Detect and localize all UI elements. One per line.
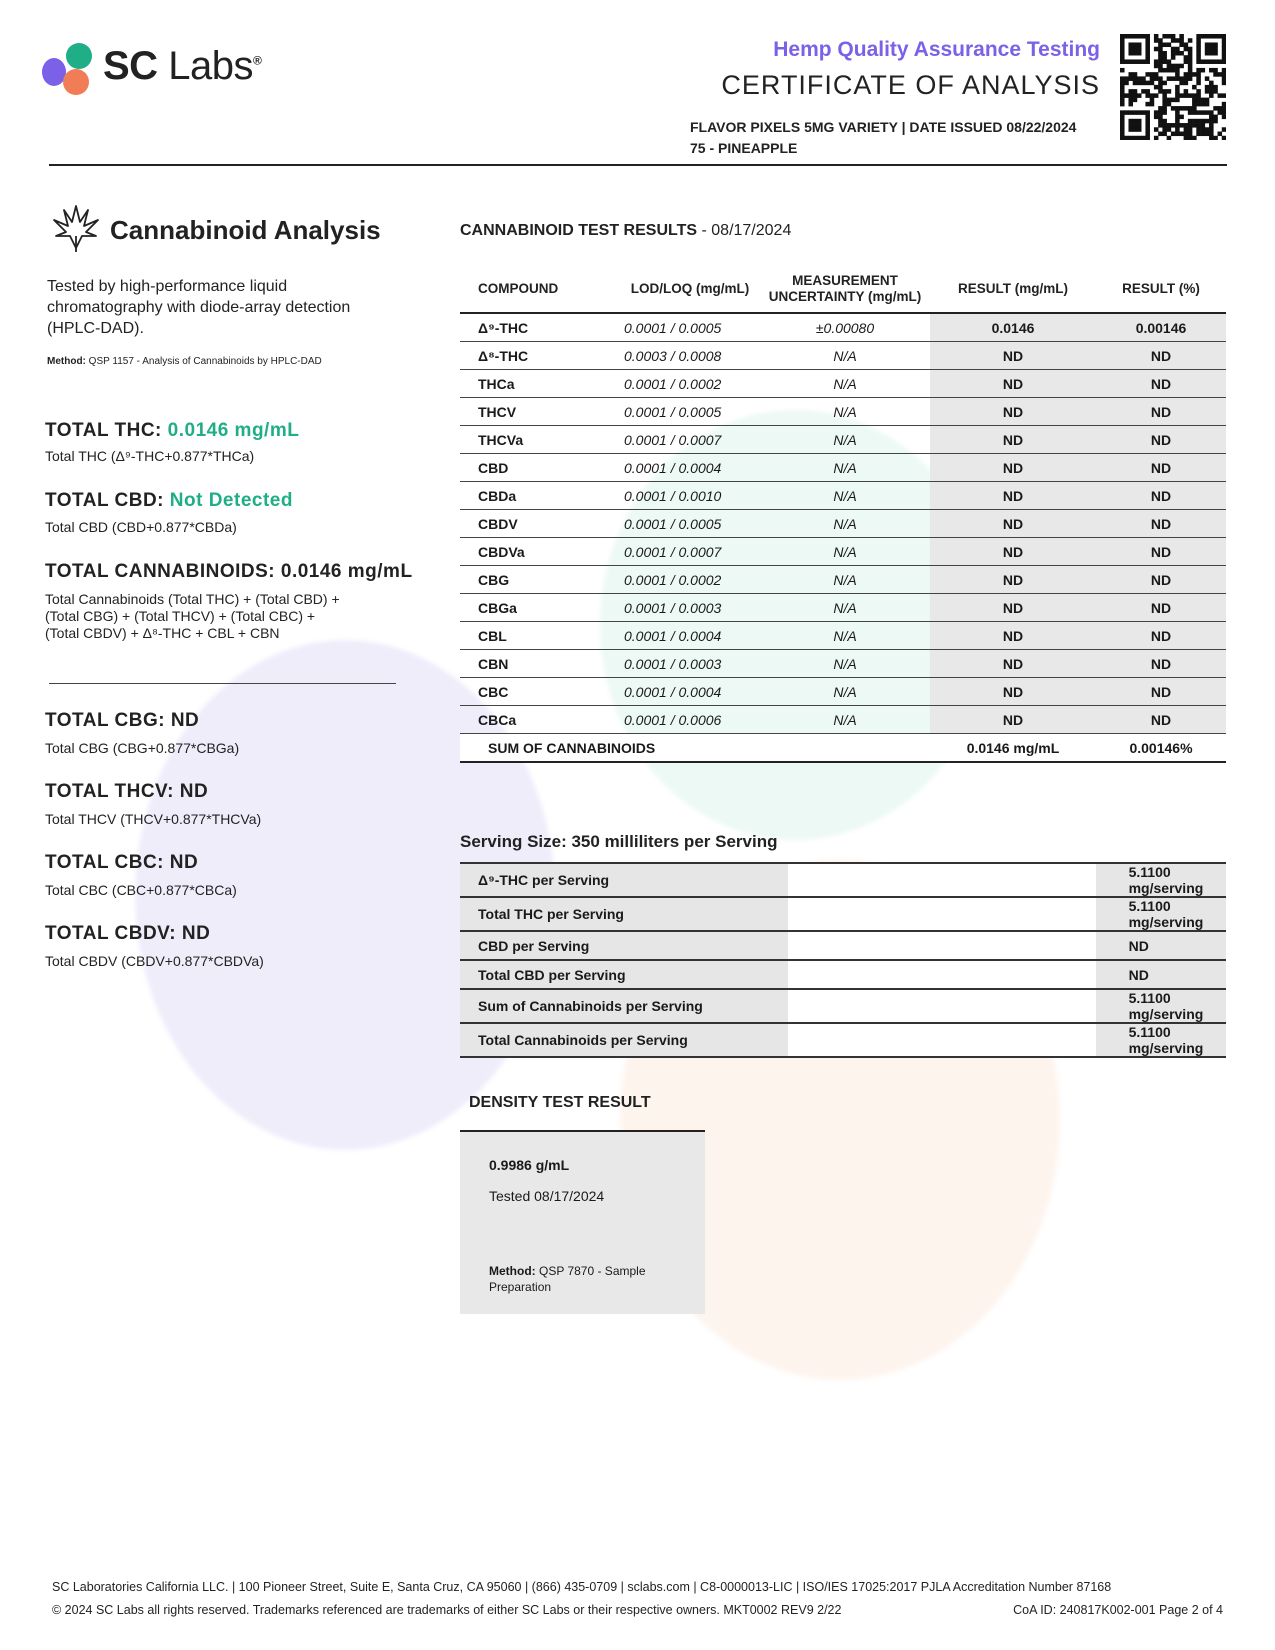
table-row	[460, 482, 1226, 510]
cell-lodloq: 0.0003 / 0.0008	[620, 342, 760, 370]
serving-pad	[1096, 989, 1129, 1023]
table-row	[460, 370, 1226, 398]
sum-pct: 0.00146%	[1096, 734, 1226, 763]
table-row	[460, 650, 1226, 678]
serving-spacer	[788, 897, 1096, 931]
cell-lodloq: 0.0001 / 0.0005	[620, 398, 760, 426]
serving-value: 5.1100 mg/serving	[1129, 989, 1226, 1023]
cell-lodloq: 0.0001 / 0.0002	[620, 566, 760, 594]
serving-value: ND	[1129, 960, 1226, 989]
total-cbg: TOTAL CBG: ND	[45, 710, 200, 731]
footer-copyright: © 2024 SC Labs all rights reserved. Trademarks referenced are trademarks of either SC Labs or their respective owners. MKT0002 REV9 2/22	[52, 1603, 842, 1617]
total-cannabinoids: TOTAL CANNABINOIDS: 0.0146 mg/mL	[45, 561, 413, 582]
cell-compound: CBC	[460, 678, 620, 706]
serving-label: Total THC per Serving	[460, 897, 788, 931]
cell-result-pct: ND	[1096, 454, 1226, 482]
serving-spacer	[788, 989, 1096, 1023]
cannabinoid-results-table	[460, 266, 1226, 763]
cell-result-mgml: ND	[930, 538, 1096, 566]
cell-uncertainty: N/A	[760, 398, 930, 426]
cell-compound: CBDa	[460, 482, 620, 510]
left-divider	[49, 683, 396, 684]
header-product-sub: 75 - PINEAPPLE	[690, 140, 798, 156]
density-tested-date: Tested 08/17/2024	[489, 1188, 605, 1204]
cell-lodloq: 0.0001 / 0.0003	[620, 650, 760, 678]
serving-label: Δ⁹-THC per Serving	[460, 863, 788, 897]
table-row	[460, 622, 1226, 650]
cell-lodloq: 0.0001 / 0.0006	[620, 706, 760, 734]
density-value: 0.9986 g/mL	[489, 1157, 570, 1173]
total-cann-formula-1: Total Cannabinoids (Total THC) + (Total CBD) +	[45, 591, 340, 607]
cell-lodloq: 0.0001 / 0.0005	[620, 313, 760, 342]
total-cbd-formula: Total CBD (CBD+0.877*CBDa)	[45, 519, 237, 535]
footer-address: SC Laboratories California LLC. | 100 Pioneer Street, Suite E, Santa Cruz, CA 95060 | (866) 435-0709 | sclabs.com | C8-0000013-LIC | ISO/IES 17025:2017 PJLA Accreditation Number 87168	[52, 1580, 1112, 1594]
cell-result-mgml: ND	[930, 706, 1096, 734]
cell-compound: THCa	[460, 370, 620, 398]
cell-result-mgml: ND	[930, 398, 1096, 426]
cell-lodloq: 0.0001 / 0.0010	[620, 482, 760, 510]
cell-compound: THCVa	[460, 426, 620, 454]
sum-label: SUM OF CANNABINOIDS	[460, 734, 930, 763]
total-cbc-formula: Total CBC (CBC+0.877*CBCa)	[45, 882, 237, 898]
cell-result-mgml: ND	[930, 678, 1096, 706]
table-row	[460, 510, 1226, 538]
cell-result-pct: ND	[1096, 482, 1226, 510]
total-cann-formula-3: (Total CBDV) + Δ⁸-THC + CBL + CBN	[45, 625, 280, 641]
serving-spacer	[788, 960, 1096, 989]
total-cbd: TOTAL CBD: Not Detected	[45, 490, 293, 511]
total-cbdv-formula: Total CBDV (CBDV+0.877*CBDVa)	[45, 953, 264, 969]
cell-result-mgml: ND	[930, 594, 1096, 622]
cell-lodloq: 0.0001 / 0.0005	[620, 510, 760, 538]
serving-spacer	[788, 1023, 1096, 1057]
cell-uncertainty: N/A	[760, 650, 930, 678]
cell-result-mgml: ND	[930, 454, 1096, 482]
cell-result-mgml: ND	[930, 566, 1096, 594]
total-cbg-formula: Total CBG (CBG+0.877*CBGa)	[45, 740, 240, 756]
header-subtitle: Hemp Quality Assurance Testing	[773, 38, 1100, 61]
cell-compound: CBDVa	[460, 538, 620, 566]
cell-compound: CBD	[460, 454, 620, 482]
cell-uncertainty: N/A	[760, 566, 930, 594]
serving-pad	[1096, 960, 1129, 989]
total-thc-formula: Total THC (Δ⁹-THC+0.877*THCa)	[45, 448, 255, 464]
serving-label: Total Cannabinoids per Serving	[460, 1023, 788, 1057]
cell-compound: THCV	[460, 398, 620, 426]
serving-row	[460, 989, 1226, 1023]
cell-compound: CBCa	[460, 706, 620, 734]
header-title: CERTIFICATE OF ANALYSIS	[721, 70, 1100, 100]
cell-result-pct: ND	[1096, 398, 1226, 426]
serving-pad	[1096, 931, 1129, 960]
header-divider	[49, 164, 1227, 166]
total-cann-formula-2: (Total CBG) + (Total THCV) + (Total CBC) +	[45, 608, 316, 624]
serving-label: Total CBD per Serving	[460, 960, 788, 989]
cell-result-pct: ND	[1096, 706, 1226, 734]
serving-value: 5.1100 mg/serving	[1129, 1023, 1226, 1057]
logo-wordmark: SC Labs®	[103, 44, 262, 88]
table-row	[460, 454, 1226, 482]
cell-lodloq: 0.0001 / 0.0004	[620, 622, 760, 650]
total-cbdv: TOTAL CBDV: ND	[45, 923, 211, 944]
table-row	[460, 678, 1226, 706]
method-description: Tested by high-performance liquid chromatography with diode-array detection (HPLC-DAD).	[47, 278, 351, 337]
cell-result-pct: ND	[1096, 426, 1226, 454]
cell-lodloq: 0.0001 / 0.0003	[620, 594, 760, 622]
cell-result-mgml: ND	[930, 510, 1096, 538]
serving-row	[460, 960, 1226, 989]
table-row	[460, 426, 1226, 454]
cell-compound: CBDV	[460, 510, 620, 538]
cell-result-mgml: ND	[930, 650, 1096, 678]
cell-result-pct: ND	[1096, 342, 1226, 370]
results-title: CANNABINOID TEST RESULTS - 08/17/2024	[460, 222, 792, 239]
table-row	[460, 398, 1226, 426]
total-cbc: TOTAL CBC: ND	[45, 852, 199, 873]
footer-coa-id: CoA ID: 240817K002-001 Page 2 of 4	[1013, 1603, 1223, 1617]
cell-lodloq: 0.0001 / 0.0007	[620, 426, 760, 454]
cell-compound: Δ⁹-THC	[460, 313, 620, 342]
header-product-line: FLAVOR PIXELS 5MG VARIETY | DATE ISSUED 08/22/2024	[690, 119, 1077, 135]
serving-spacer	[788, 863, 1096, 897]
cell-result-mgml: ND	[930, 482, 1096, 510]
cell-result-mgml: 0.0146	[930, 313, 1096, 342]
cell-lodloq: 0.0001 / 0.0002	[620, 370, 760, 398]
cell-compound: CBG	[460, 566, 620, 594]
serving-value: 5.1100 mg/serving	[1129, 863, 1226, 897]
serving-row	[460, 931, 1226, 960]
sum-mgml: 0.0146 mg/mL	[930, 734, 1096, 763]
cell-lodloq: 0.0001 / 0.0004	[620, 678, 760, 706]
cell-uncertainty: N/A	[760, 594, 930, 622]
cell-result-pct: ND	[1096, 650, 1226, 678]
cell-uncertainty: N/A	[760, 426, 930, 454]
table-row	[460, 342, 1226, 370]
cell-compound: Δ⁸-THC	[460, 342, 620, 370]
qr-code-icon[interactable]	[1120, 34, 1226, 140]
cell-result-pct: ND	[1096, 510, 1226, 538]
cell-result-pct: ND	[1096, 594, 1226, 622]
serving-label: CBD per Serving	[460, 931, 788, 960]
cell-compound: CBL	[460, 622, 620, 650]
density-title: DENSITY TEST RESULT	[469, 1094, 651, 1111]
cell-result-pct: 0.00146	[1096, 313, 1226, 342]
cell-result-pct: ND	[1096, 538, 1226, 566]
density-method: Method: QSP 7870 - Sample Preparation	[489, 1264, 646, 1294]
table-row	[460, 538, 1226, 566]
cannabis-leaf-icon	[50, 202, 102, 254]
table-row	[460, 313, 1226, 342]
serving-pad	[1096, 1023, 1129, 1057]
cell-result-mgml: ND	[930, 370, 1096, 398]
cell-uncertainty: N/A	[760, 342, 930, 370]
serving-spacer	[788, 931, 1096, 960]
cell-uncertainty: N/A	[760, 482, 930, 510]
cell-uncertainty: N/A	[760, 454, 930, 482]
logo-mark	[40, 42, 100, 98]
col-header-uncertainty: MEASUREMENT UNCERTAINTY (mg/mL)	[768, 273, 922, 304]
cell-uncertainty: ±0.00080	[760, 313, 930, 342]
cell-result-pct: ND	[1096, 678, 1226, 706]
table-row	[460, 706, 1226, 734]
method-note: Method: QSP 1157 - Analysis of Cannabinoids by HPLC-DAD	[47, 356, 322, 367]
col-header-result-pct: RESULT (%)	[1122, 281, 1200, 296]
col-header-compound: COMPOUND	[478, 281, 559, 296]
cell-compound: CBGa	[460, 594, 620, 622]
cell-uncertainty: N/A	[760, 370, 930, 398]
serving-pad	[1096, 863, 1129, 897]
cell-lodloq: 0.0001 / 0.0007	[620, 538, 760, 566]
cell-uncertainty: N/A	[760, 622, 930, 650]
sum-row	[460, 734, 1226, 763]
total-thcv: TOTAL THCV: ND	[45, 781, 209, 802]
cell-result-mgml: ND	[930, 622, 1096, 650]
serving-row	[460, 897, 1226, 931]
serving-value: ND	[1129, 931, 1226, 960]
serving-pad	[1096, 897, 1129, 931]
cell-result-pct: ND	[1096, 622, 1226, 650]
serving-title: Serving Size: 350 milliliters per Serving	[460, 832, 778, 851]
cell-result-mgml: ND	[930, 342, 1096, 370]
serving-table	[460, 862, 1226, 1058]
cell-lodloq: 0.0001 / 0.0004	[620, 454, 760, 482]
col-header-result-mgml: RESULT (mg/mL)	[958, 281, 1068, 296]
cell-uncertainty: N/A	[760, 678, 930, 706]
cell-compound: CBN	[460, 650, 620, 678]
serving-label: Sum of Cannabinoids per Serving	[460, 989, 788, 1023]
cell-uncertainty: N/A	[760, 538, 930, 566]
cell-result-mgml: ND	[930, 426, 1096, 454]
cell-uncertainty: N/A	[760, 510, 930, 538]
serving-row	[460, 1023, 1226, 1057]
col-header-lodloq: LOD/LOQ (mg/mL)	[630, 281, 750, 296]
serving-row	[460, 863, 1226, 897]
serving-value: 5.1100 mg/serving	[1129, 897, 1226, 931]
total-thc: TOTAL THC: 0.0146 mg/mL	[45, 420, 300, 441]
table-row	[460, 566, 1226, 594]
cell-result-pct: ND	[1096, 370, 1226, 398]
total-thcv-formula: Total THCV (THCV+0.877*THCVa)	[45, 811, 262, 827]
table-row	[460, 594, 1226, 622]
cell-uncertainty: N/A	[760, 706, 930, 734]
cell-result-pct: ND	[1096, 566, 1226, 594]
section-title: Cannabinoid Analysis	[110, 215, 381, 245]
